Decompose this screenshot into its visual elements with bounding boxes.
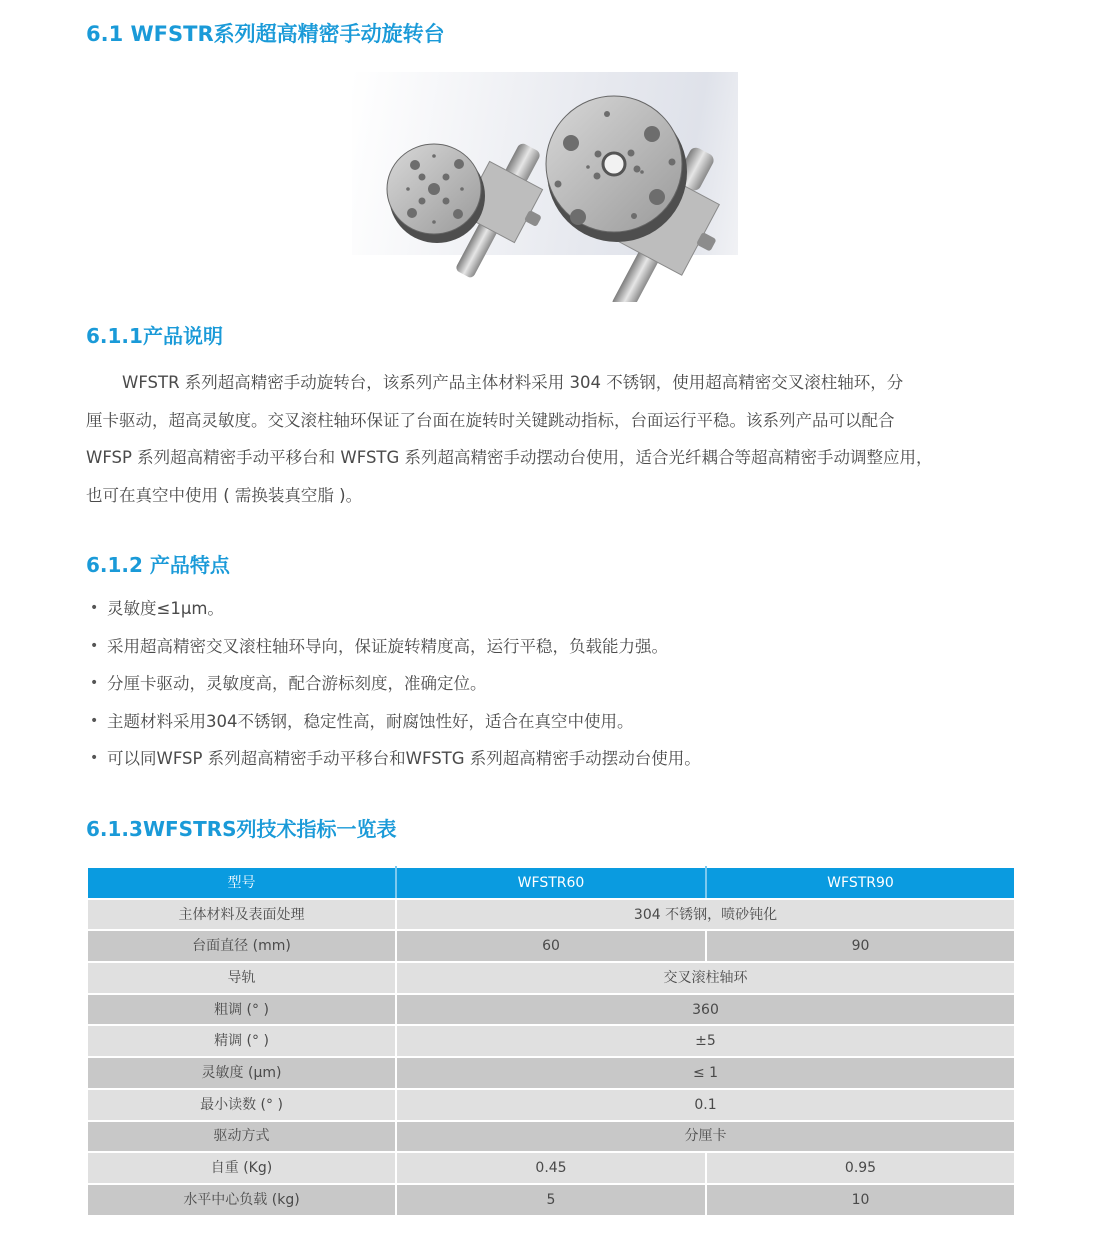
header-wfstr60: WFSTR60 [396,867,706,899]
features-heading: 6.1.2 产品特点 [86,553,230,577]
row-label: 主体材料及表面处理 [87,899,396,931]
small-stage [387,133,568,294]
feature-text: 主题材料采用304不锈钢，稳定性高，耐腐蚀性好，适合在真空中使用。 [107,711,634,731]
table-row [87,1089,1015,1121]
row-value-shared: ≤ 1 [396,1057,1015,1089]
row-label: 导轨 [87,962,396,994]
row-label: 精调 (° ) [87,1025,396,1057]
row-label: 驱动方式 [87,1121,396,1153]
bullet-icon: • [90,600,99,616]
header-model: 型号 [87,867,396,899]
description-heading: 6.1.1产品说明 [86,324,223,348]
row-value-shared: 304 不锈钢，喷砂钝化 [396,899,1015,931]
row-value-wfstr60: 5 [396,1184,706,1216]
feature-item [86,665,701,703]
large-stage [546,96,738,302]
bullet-icon: • [90,712,99,729]
row-label: 水平中心负载 (kg) [87,1184,396,1216]
header-wfstr90: WFSTR90 [706,867,1015,899]
product-image [352,72,738,302]
row-value-shared: 分厘卡 [396,1121,1015,1153]
row-value-wfstr60: 0.45 [396,1152,706,1184]
table-row [87,1184,1015,1216]
row-value-shared: 0.1 [396,1089,1015,1121]
row-value-wfstr90: 10 [706,1184,1015,1216]
row-value-wfstr60: 60 [396,930,706,962]
feature-text: 采用超高精密交叉滚柱轴环导向，保证旋转精度高，运行平稳，负载能力强。 [107,636,668,656]
row-value-wfstr90: 0.95 [706,1152,1015,1184]
table-header-row [87,867,1015,899]
row-value-wfstr90: 90 [706,930,1015,962]
feature-item [86,740,701,778]
feature-item [86,590,701,628]
table-row [87,962,1015,994]
row-label: 粗调 (° ) [87,994,396,1026]
description-line: 厘卡驱动，超高灵敏度。交叉滚柱轴环保证了台面在旋转时关键跳动指标，台面运行平稳。该系列产品可以配合 [86,410,895,430]
table-row [87,899,1015,931]
row-label: 最小读数 (° ) [87,1089,396,1121]
section-title: 6.1 WFSTR系列超高精密手动旋转台 [86,22,445,46]
feature-item [86,628,701,666]
bullet-icon: • [90,637,99,654]
rotation-stages-illustration [352,72,738,302]
feature-text: 可以同WFSP 系列超高精密手动平移台和WFSTG 系列超高精密手动摆动台使用。 [107,749,701,768]
feature-item [86,703,701,741]
bullet-icon: • [90,750,99,766]
description-line: WFSP 系列超高精密手动平移台和 WFSTG 系列超高精密手动摆动台使用，适合光纤耦合等超高精密手动调整应用， [86,448,933,467]
row-value-shared: 交叉滚柱轴环 [396,962,1015,994]
row-label: 台面直径 (mm) [87,930,396,962]
description-line: 也可在真空中使用 ( 需换装真空脂 )。 [86,485,363,505]
table-row [87,1057,1015,1089]
row-value-shared: 360 [396,994,1015,1026]
feature-text: 灵敏度≤1μm。 [107,599,224,618]
table-row [87,930,1015,962]
spec-table-heading: 6.1.3WFSTRS列技术指标一览表 [86,817,397,841]
table-row [87,1121,1015,1153]
features-list [86,590,701,778]
row-label: 自重 (Kg) [87,1152,396,1184]
bullet-icon: • [90,675,99,691]
row-label: 灵敏度 (μm) [87,1057,396,1089]
row-value-shared: ±5 [396,1025,1015,1057]
table-row [87,1152,1015,1184]
description-line: WFSTR 系列超高精密手动旋转台，该系列产品主体材料采用 304 不锈钢，使用超高精密交叉滚柱轴环，分 [122,373,904,392]
spec-table [86,866,1016,1217]
description-paragraph [86,364,1016,514]
table-row [87,1025,1015,1057]
table-row [87,994,1015,1026]
feature-text: 分厘卡驱动，灵敏度高，配合游标刻度，准确定位。 [107,674,487,693]
